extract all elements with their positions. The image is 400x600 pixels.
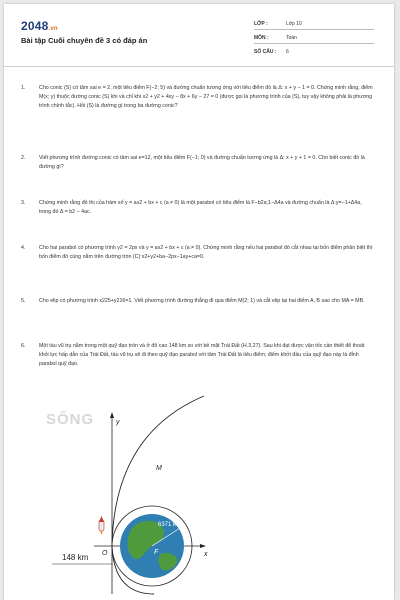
question-number: 6. (21, 343, 26, 349)
logo-suffix: .vn (48, 26, 58, 32)
logo-text: 2048 (21, 19, 49, 33)
x-axis-arrow (200, 544, 206, 548)
question-text: Cho conic (S) có tâm sai e = 2, một tiêu điểm F(−2; 5) và đường chuẩn tương ứng với tiêu điểm đó là Δ: x + y − 1 = 0. Chứng minh rằng, điểm M(x; y) thuộc đường conic (S) khi và chỉ khi x2 + y2 + 4xy − 8x + 6y − 27 = 0 (được gọi là phương trình của (S), tuy vậy không phải là phương trình chính tắc). Hỏi (S) là đường gì trong ba đường conic? (39, 85, 373, 109)
meta-subject-label: MÔN : (254, 35, 269, 41)
rocket-icon (99, 516, 104, 535)
watermark: SỐNG (46, 411, 95, 428)
question-text: Cho hai parabol có phương trình y2 = 2px và y = ax2 + bx + c (a ≠ 0). Chứng minh rằng nếu hai parabol đó cắt nhau tại bốn điểm phân biệt thì bốn điểm đó cùng nằm trên đường tròn (C):x2+y2+ba−2px−1ay+ca=0. (39, 245, 373, 260)
header-divider (4, 66, 394, 67)
y-axis-arrow (110, 412, 114, 418)
question-number: 5. (21, 298, 26, 304)
question-number: 2. (21, 155, 26, 161)
meta-class-label: LỚP : (254, 21, 268, 27)
label-focus: F (154, 549, 159, 556)
question-text: Chứng minh rằng đồ thị của hàm số y = ax2 + bx + c (a ≠ 0) là một parabol có tiêu điểm là F−b2a;1−Δ4a và đường chuẩn là Δ:y=−1+Δ4a, trong đó Δ = b2 − 4ac. (39, 200, 362, 215)
document-title: Bài tập Cuối chuyên đề 3 có đáp án (21, 36, 148, 45)
document-page (4, 4, 394, 600)
label-origin: O (102, 550, 108, 557)
site-logo[interactable] (21, 19, 58, 33)
meta-subject-value: Toán (286, 35, 297, 41)
orbit-figure (44, 394, 244, 600)
label-x-axis: x (204, 551, 208, 558)
label-altitude: 148 km (62, 553, 89, 562)
meta-class-value: Lớp 10 (286, 21, 302, 27)
label-y-axis: y (116, 419, 120, 426)
question-text: Cho elip có phương trình x225+y216=1. Viết phương trình đường thẳng đi qua điểm M(2; 1) và cắt elip tại hai điểm A, B sao cho MA = MB. (39, 298, 365, 304)
meta-divider (254, 29, 374, 30)
label-point-m: M (156, 465, 162, 472)
question-text: Một tàu vũ trụ nằm trong một quỹ đạo tròn và ở độ cao 148 km so với bề mặt Trái Đất (H.3.27). Sau khi đạt được vận tốc cần thiết để thoát khỏi lực hấp dẫn của Trái Đất, tàu vũ trụ sẽ đi theo quỹ đạo parabol với tâm Trái Đất là tiêu điểm; điểm khởi đầu của quỹ đạo này là đỉnh parabol quỹ đạo. (39, 343, 365, 367)
meta-divider (254, 43, 374, 44)
meta-count-label: SỐ CÂU : (254, 49, 277, 55)
question-number: 3. (21, 200, 26, 206)
question-number: 4. (21, 245, 26, 251)
document-header (4, 4, 394, 64)
meta-count-value: 6 (286, 49, 289, 55)
question-number: 1. (21, 85, 26, 91)
question-text: Viết phương trình đường conic có tâm sai e=12, một tiêu điểm F(−1; 0) và đường chuẩn tương ứng là Δ: x + y + 1 = 0. Cho biết conic đó là đường gì? (39, 155, 365, 170)
label-earth-radius: 6371 km (158, 522, 182, 528)
